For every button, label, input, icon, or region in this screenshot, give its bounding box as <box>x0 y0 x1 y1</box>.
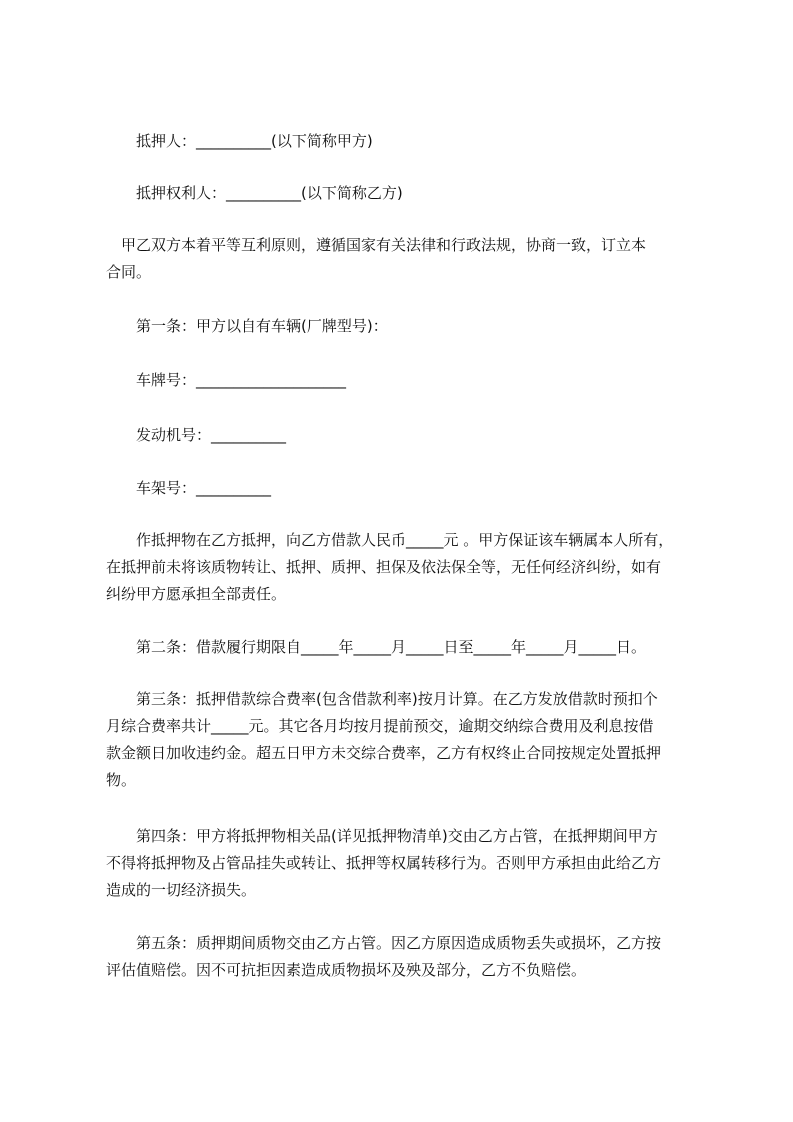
pledgee-line: 抵押权利人：__________(以下简称乙方) <box>136 184 403 202</box>
pledge-paragraph <box>106 527 706 608</box>
article-2: 第二条：借款履行期限自_____年_____月_____日至_____年_____月_____日。 <box>136 638 647 656</box>
text-line: 不得将抵押物及占管品挂失或转让、抵押等权属转移行为。否则甲方承担由此给乙方 <box>106 854 662 872</box>
text-line: 纠纷甲方愿承担全部责任。 <box>106 585 287 603</box>
article-4 <box>106 823 706 904</box>
text-line: 在抵押前未将该质物转让、抵押、质押、担保及依法保全等，无任何经济纠纷，如有 <box>106 558 662 576</box>
frame-number-line: 车架号：__________ <box>136 479 272 497</box>
plate-number-line: 车牌号：____________________ <box>136 371 347 389</box>
engine-number-line: 发动机号：__________ <box>136 426 287 444</box>
text-line: 造成的一切经济损失。 <box>106 881 257 899</box>
text-line: 评估值赔偿。因不可抗拒因素造成质物损坏及殃及部分，乙方不负赔偿。 <box>106 961 587 979</box>
text-line: 甲乙双方本着平等互利原则，遵循国家有关法律和行政法规，协商一致，订立本 <box>106 236 647 254</box>
text-line: 月综合费率共计_____元。其它各月均按月提前预交，逾期交纳综合费用及利息按借 <box>106 717 654 735</box>
text-line: 作抵押物在乙方抵押，向乙方借款人民币_____元 。甲方保证该车辆属本人所有， <box>106 531 674 549</box>
text-line: 物。 <box>106 771 137 789</box>
text-line: 第五条：质押期间质物交由乙方占管。因乙方原因造成质物丢失或损坏，乙方按 <box>106 934 662 952</box>
intro-paragraph <box>106 232 706 286</box>
text-line: 合同。 <box>106 263 152 281</box>
article-1-heading: 第一条：甲方以自有车辆(厂牌型号)： <box>136 317 388 335</box>
pledgor-line: 抵押人：__________(以下简称甲方) <box>136 132 373 150</box>
text-line: 款金额日加收违约金。超五日甲方未交综合费率，乙方有权终止合同按规定处置抵押 <box>106 744 662 762</box>
article-5 <box>106 930 706 984</box>
text-line: 第三条：抵押借款综合费率(包含借款利率)按月计算。在乙方发放借款时预扣个 <box>106 690 658 708</box>
text-line: 第四条：甲方将抵押物相关品(详见抵押物清单)交由乙方占管，在抵押期间甲方 <box>106 827 658 845</box>
article-3 <box>106 686 706 794</box>
